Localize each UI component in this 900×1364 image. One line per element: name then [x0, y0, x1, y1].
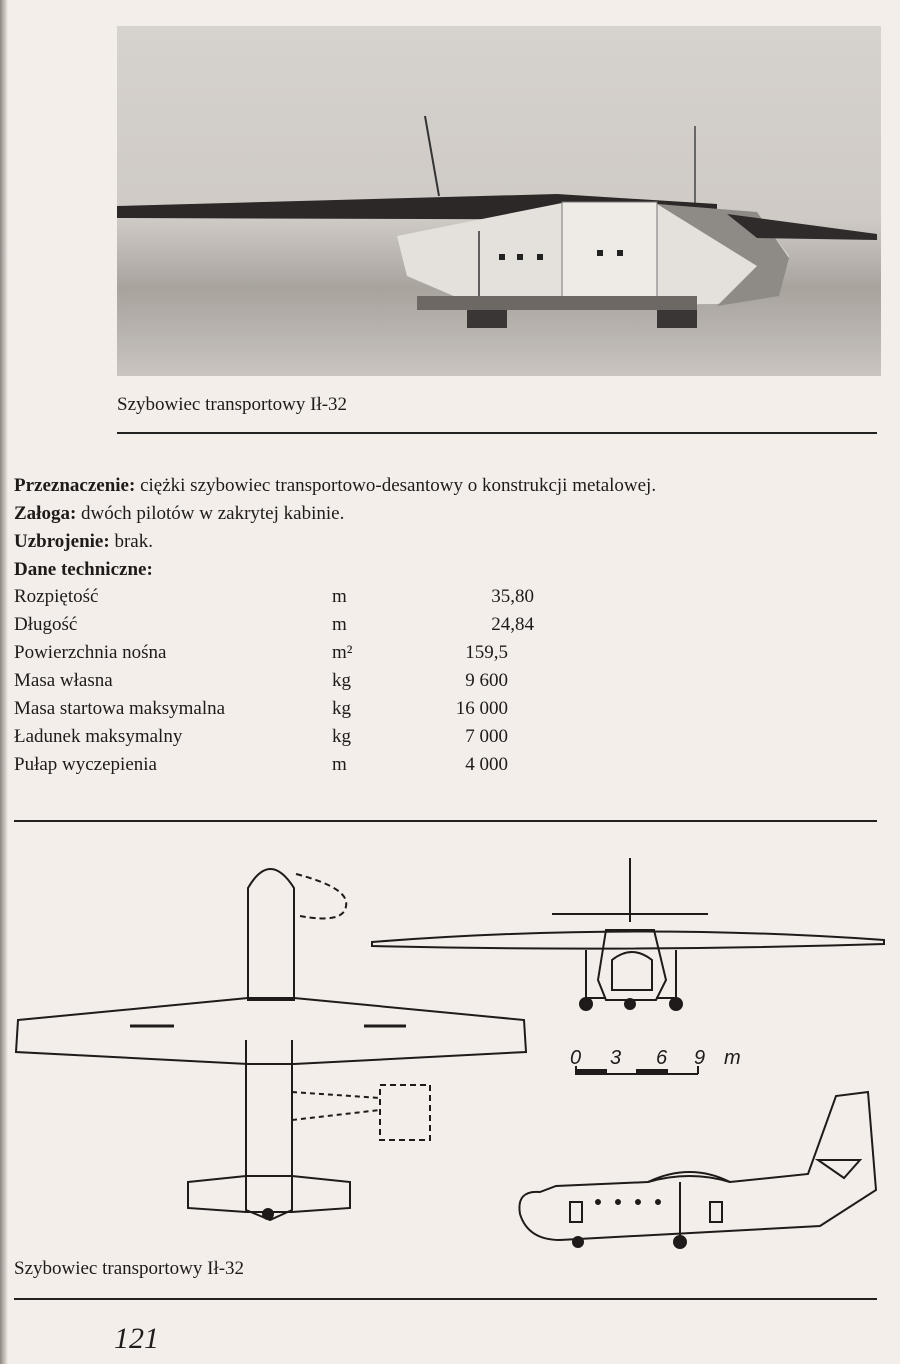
spec-value: 7 000 — [465, 726, 508, 747]
spec-name: Pułap wyczepienia — [14, 754, 157, 775]
spec-value: 9 600 — [465, 670, 508, 691]
armament-label: Uzbrojenie: — [14, 531, 110, 552]
specs-heading-label: Dane techniczne: — [14, 559, 153, 580]
spec-name: Ładunek maksymalny — [14, 726, 183, 747]
scale-label: 3 — [610, 1047, 622, 1069]
spec-name: Długość — [14, 614, 78, 635]
spec-row — [14, 586, 534, 614]
spec-row — [14, 614, 534, 642]
spec-unit: kg — [332, 670, 351, 691]
spec-row — [14, 754, 534, 782]
scale-bar — [576, 1066, 698, 1074]
spec-name: Masa startowa maksymalna — [14, 698, 226, 719]
scale-unit: m — [724, 1047, 741, 1069]
spec-name: Powierzchnia nośna — [14, 642, 167, 663]
spec-value: 159,5 — [465, 642, 508, 663]
spec-row — [14, 642, 534, 670]
spec-name: Masa własna — [14, 670, 113, 691]
side-view-drawing — [519, 1092, 876, 1248]
spec-value: 24,84 — [491, 614, 534, 635]
front-view-drawing — [372, 858, 884, 1010]
purpose-line — [14, 475, 656, 497]
scale-label: 6 — [656, 1047, 668, 1069]
scale-label: 0 — [570, 1047, 582, 1069]
spec-unit: m — [332, 614, 347, 635]
armament-text: brak. — [114, 531, 153, 552]
spec-unit: m — [332, 586, 347, 607]
divider-top — [117, 432, 877, 434]
spec-value: 4 000 — [465, 754, 508, 775]
scale-label: 9 — [694, 1047, 706, 1069]
spec-unit: kg — [332, 698, 351, 719]
spec-row — [14, 726, 534, 754]
spec-unit: kg — [332, 726, 351, 747]
aircraft-photo — [117, 26, 881, 376]
purpose-label: Przeznaczenie: — [14, 475, 136, 496]
aircraft-photo-art — [117, 26, 881, 376]
drawing-caption: Szybowiec transportowy Ił-32 — [14, 1258, 245, 1279]
crew-line — [14, 503, 344, 525]
spec-value: 16 000 — [455, 698, 508, 719]
divider-bottom — [14, 1298, 877, 1300]
spec-unit: m² — [332, 642, 353, 663]
specs-heading — [14, 559, 153, 581]
spec-value: 35,80 — [491, 586, 534, 607]
spec-name: Rozpiętość — [14, 586, 99, 607]
armament-line — [14, 531, 153, 553]
spec-row — [14, 670, 534, 698]
divider-middle — [14, 820, 877, 822]
page-number: 121 — [114, 1322, 159, 1355]
spec-row — [14, 698, 534, 726]
top-view-drawing — [16, 869, 526, 1220]
spec-unit: m — [332, 754, 347, 775]
purpose-text: ciężki szybowiec transportowo-desantowy o konstrukcji metalowej. — [140, 475, 657, 496]
crew-label: Załoga: — [14, 503, 77, 524]
photo-caption: Szybowiec transportowy Ił-32 — [117, 394, 348, 415]
crew-text: dwóch pilotów w zakrytej kabinie. — [81, 503, 345, 524]
three-view-drawing — [0, 830, 900, 1260]
